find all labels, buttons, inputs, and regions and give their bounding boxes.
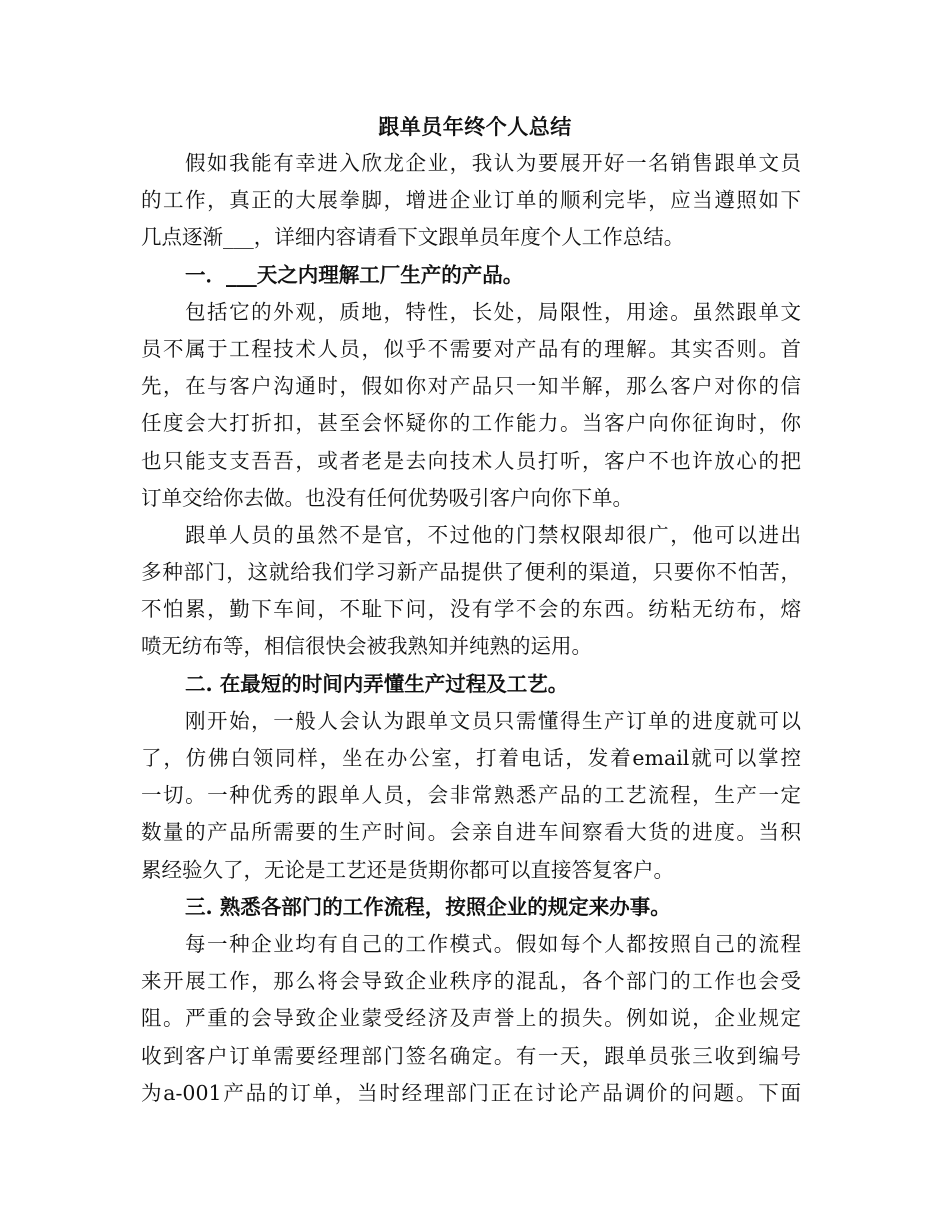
paragraph-line: 每一种企业均有自己的工作模式。假如每个人都按照自己的流程 (185, 931, 801, 956)
paragraph-line: 几点逐渐___，详细内容请看下文跟单员年度个人工作总结。 (141, 225, 685, 250)
paragraph-line: 包括它的外观，质地，特性，长处，局限性，用途。虽然跟单文 (185, 299, 801, 324)
paragraph-line: 先，在与客户沟通时，假如你对产品只一知半解，那么客户对你的信 (141, 374, 801, 399)
paragraph-line: 来开展工作，那么将会导致企业秩序的混乱，各个部门的工作也会受 (141, 969, 801, 994)
section-heading: 二. 在最短的时间内弄懂生产过程及工艺。 (185, 671, 569, 696)
paragraph-line: 不怕累，勤下车间，不耻下问，没有学不会的东西。纺粘无纺布，熔 (141, 597, 801, 622)
paragraph-line: 一切。一种优秀的跟单人员，会非常熟悉产品的工艺流程，生产一定 (141, 783, 801, 808)
paragraph-line: 了，仿佛白领同样，坐在办公室，打着电话，发着email就可以掌控 (141, 746, 801, 770)
paragraph-line: 刚开始，一般人会认为跟单文员只需懂得生产订单的进度就可以 (185, 708, 801, 733)
paragraph-line: 阻。严重的会导致企业蒙受经济及声誉上的损失。例如说，企业规定 (141, 1006, 801, 1031)
document-title: 跟单员年终个人总结 (378, 114, 572, 139)
paragraph-line: 假如我能有幸进入欣龙企业，我认为要展开好一名销售跟单文员 (185, 151, 801, 175)
paragraph-line: 任度会大打折扣，甚至会怀疑你的工作能力。当客户向你征询时，你 (141, 411, 801, 436)
paragraph-line: 为a-001产品的订单，当时经理部门正在讨论产品调价的问题。下面 (141, 1080, 801, 1105)
paragraph-line: 也只能支支吾吾，或者老是去向技术人员打听，客户不也许放心的把 (141, 448, 801, 473)
paragraph-line: 多种部门，这就给我们学习新产品提供了便利的渠道，只要你不怕苦， (141, 560, 801, 585)
paragraph-line: 累经验久了，无论是工艺还是货期你都可以直接答复客户。 (141, 857, 674, 882)
paragraph-line: 喷无纺布等，相信很快会被我熟知并纯熟的运用。 (141, 634, 592, 659)
document-body (141, 145, 801, 1112)
paragraph-line: 订单交给你去做。也没有任何优势吸引客户向你下单。 (141, 485, 633, 510)
section-heading: 三. 熟悉各部门的工作流程，按照企业的规定来办事。 (185, 894, 671, 919)
paragraph-line: 跟单人员的虽然不是官，不过他的门禁权限却很广，他可以进出 (185, 522, 801, 547)
paragraph-line: 的工作，真正的大展拳脚，增进企业订单的顺利完毕，应当遵照如下 (141, 188, 801, 213)
paragraph-line: 收到客户订单需要经理部门签名确定。有一天，跟单员张三收到编号 (141, 1043, 801, 1068)
paragraph-line: 员不属于工程技术人员，似乎不需要对产品有的理解。其实否则。首 (141, 336, 801, 361)
paragraph-line: 数量的产品所需要的生产时间。会亲自进车间察看大货的进度。当积 (141, 820, 801, 845)
section-heading: 一．___天之内理解工厂生产的产品。 (185, 262, 524, 287)
